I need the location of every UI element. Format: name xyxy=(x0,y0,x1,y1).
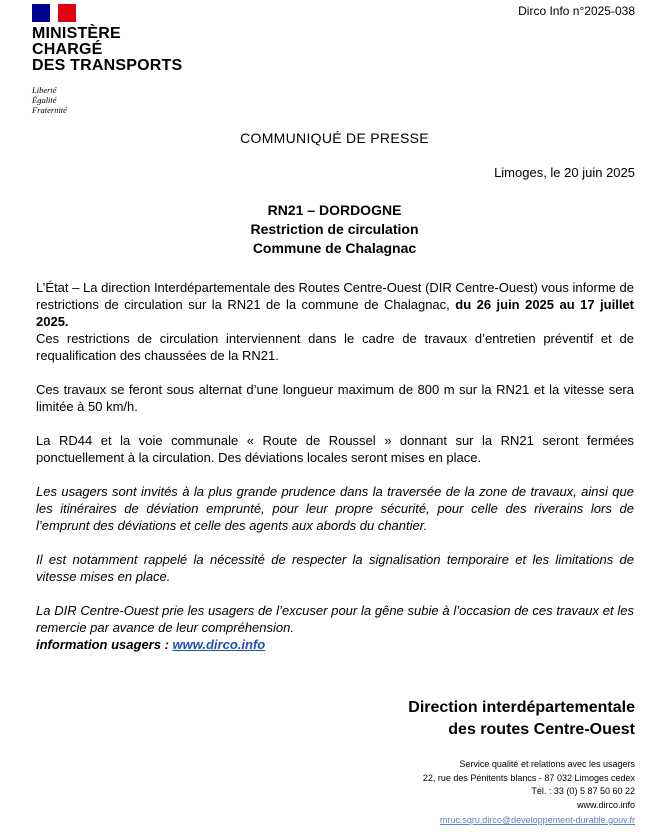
motto-line: Égalité xyxy=(32,95,57,105)
motto-line: Liberté xyxy=(32,85,57,95)
paragraph-closures: La RD44 et la voie communale « Route de Roussel » donnant sur la RN21 seront fermées ponctuellement à la circulation. Des déviations locales seront mises en place. xyxy=(36,433,634,465)
paragraph-signage: Il est notamment rappelé la nécessité de respecter la signalisation temporaire et les limitations de vitesse mises en place. xyxy=(36,552,634,584)
directorate-name xyxy=(408,697,635,741)
paragraph-intro: L’État – La direction Interdépartementale des Routes Centre-Ouest (DIR Centre-Ouest) vous informe de restrictions de circulation sur la RN21 de la commune de Chalagnac, du 26 juin 2025 au 17 juillet 2025. Ces restrictions de circulation interviennent dans le cadre de travaux d’entretien préventif et de requalification des chaussées de la RN21. xyxy=(36,280,634,363)
document-reference: Dirco Info n°2025-038 xyxy=(518,4,635,18)
paragraph-safety: Les usagers sont invités à la plus grande prudence dans la traversée de la zone de travaux, ainsi que les itinéraires de déviation emprunté, pour leur propre sécurité, pour celle des riverains lors de l’emprunt des déviations et celle des agents aux abords du chantier. xyxy=(36,484,634,533)
ministry-line: DES TRANSPORTS xyxy=(32,57,183,74)
ministry-line: CHARGÉ xyxy=(32,41,103,58)
contact-email-link[interactable]: mruc.sqru.dirco@developpement-durable.gouv.fr xyxy=(439,815,635,825)
contact-service: Service qualité et relations avec les usagers xyxy=(459,759,635,769)
date-range: du 26 juin 2025 au 17 juillet 2025. xyxy=(36,297,634,329)
contact-block xyxy=(423,758,635,812)
paragraph-apology: La DIR Centre-Ouest prie les usagers de l’excuser pour la gêne subie à l’occasion de ces travaux et les remercie par avance de leur compréhension. xyxy=(36,603,634,635)
contact-website[interactable]: www.dirco.info xyxy=(576,799,635,810)
republic-flag-logo xyxy=(32,4,76,22)
press-release-body xyxy=(36,279,634,653)
communique-heading: COMMUNIQUÉ DE PRESSE xyxy=(240,130,429,146)
dateline: Limoges, le 20 juin 2025 xyxy=(494,165,635,180)
contact-address: 22, rue des Pénitents blancs - 87 032 Limoges cedex xyxy=(422,772,635,783)
motto-line: Fraternité xyxy=(32,105,67,115)
press-release-title xyxy=(0,201,669,258)
republic-motto xyxy=(32,85,67,115)
directorate-line: des routes Centre-Ouest xyxy=(448,721,635,738)
ministry-name xyxy=(32,26,182,74)
info-line xyxy=(36,636,634,653)
title-line: Restriction de circulation xyxy=(250,221,419,237)
paragraph-works: Ces travaux se feront sous alternat d’une longueur maximum de 800 m sur la RN21 et la vitesse sera limitée à 50 km/h. xyxy=(36,382,634,414)
ministry-line: MINISTÈRE xyxy=(32,25,121,42)
info-link[interactable]: www.dirco.info xyxy=(172,637,266,652)
contact-phone: Tél. : 33 (0) 5 87 50 60 22 xyxy=(531,786,635,796)
title-line: Commune de Chalagnac xyxy=(252,240,417,256)
info-label: information usagers : xyxy=(36,637,173,652)
title-line: RN21 – DORDOGNE xyxy=(267,202,402,218)
directorate-line: Direction interdépartementale xyxy=(408,699,635,716)
